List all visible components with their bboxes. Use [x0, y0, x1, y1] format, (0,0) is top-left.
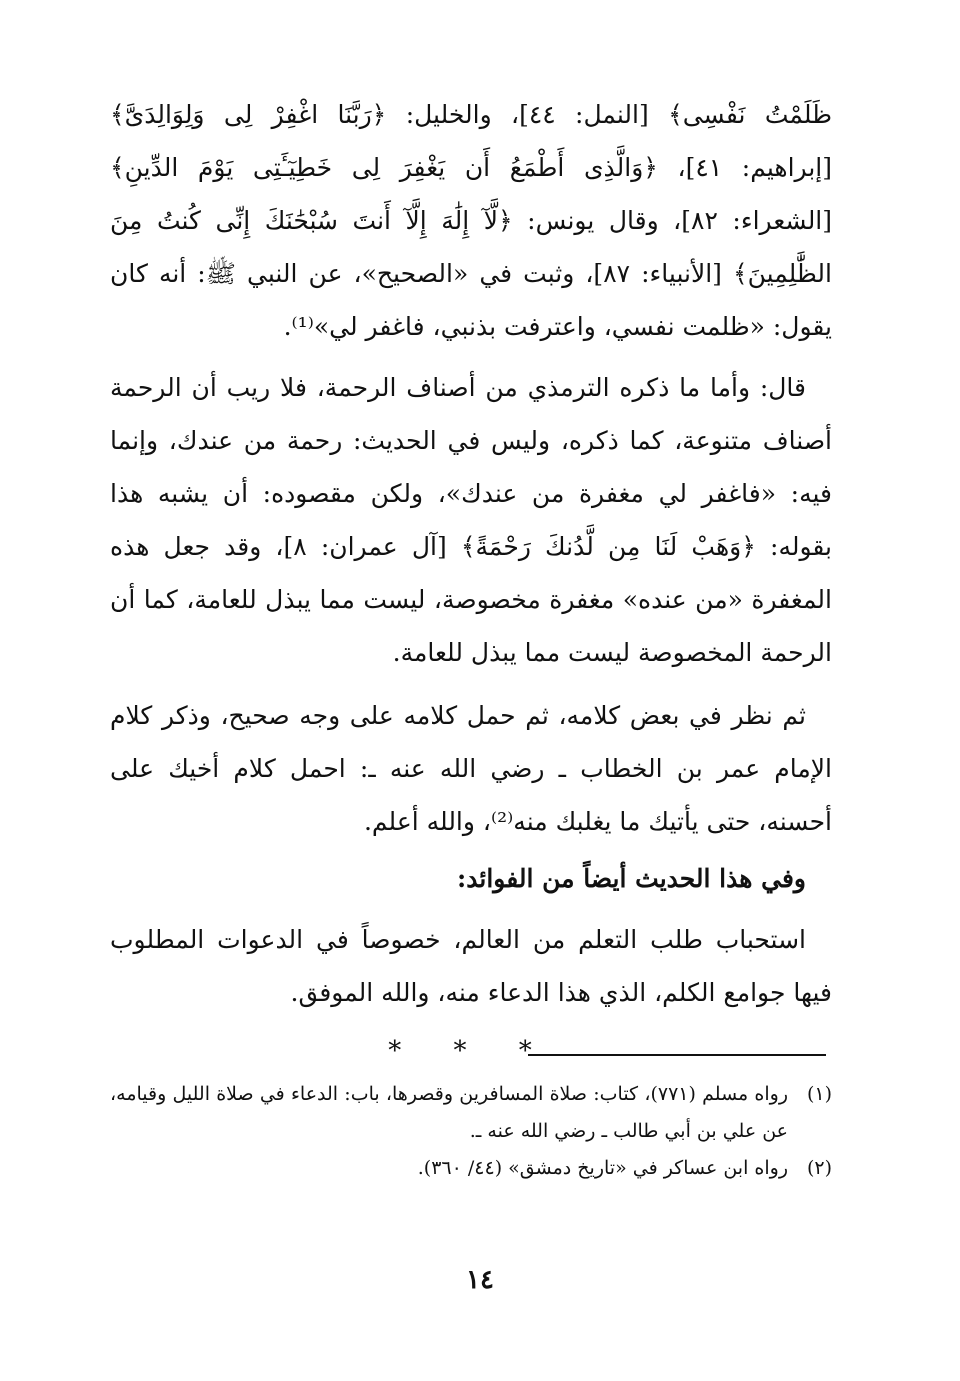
paragraph-interpretation: ثم نظر في بعض كلامه، ثم حمل كلامه على وجه صحيح، وذكر كلام الإمام عمر بن الخطاب ـ رضي الله عنه ـ: احمل كلام أخيك على أحسنه، حتى يأتيك ما يغلبك منه⁽²⁾، والله أعلم.: [110, 701, 832, 836]
footnote-text: رواه مسلم (٧٧١)، كتاب: صلاة المسافرين وقصرها، باب: الدعاء في صلاة الليل وقيامه، عن علي بن أبي طالب ـ رضي الله عنه ـ.: [110, 1083, 788, 1142]
footnote-text: رواه ابن عساكر في «تاريخ دمشق» (٤٤/ ٣٦٠).: [417, 1157, 788, 1179]
footnote-divider: [528, 1054, 826, 1056]
footnote-number: (٢): [806, 1157, 832, 1179]
paragraph-quranic-supplications: ظَلَمْتُ نَفْسِى﴾ [النمل: ٤٤]، والخليل: ﴿رَبَّنَا اغْفِرْ لِى وَلِوَالِدَىَّ﴾ [إبراهيم: ٤١]، ﴿وَالَّذِى أَطْمَعُ أَن يَغْفِرَ لِى خَطِيٓـَٔتِى يَوْمَ الدِّينِ﴾ [الشعراء: ٨٢]، وقال يونس: ﴿لَّآ إِلَٰهَ إِلَّآ أَنتَ سُبْحَٰنَكَ إِنِّى كُنتُ مِنَ الظَّٰلِمِينَ﴾ [الأنبياء: ٨٧]، وثبت في «الصحيح»، عن النبي ﷺ: أنه كان يقول: «ظلمت نفسي، واعترفت بذنبي، فاغفر لي»⁽¹⁾.: [110, 100, 833, 341]
footnote-2: [110, 1150, 832, 1187]
paragraph-benefit: استحباب طلب التعلم من العالم، خصوصاً في الدعوات المطلوب فيها جوامع الكلم، الذي هذا الدعاء منه، والله الموفق.: [110, 925, 832, 1007]
footnote-1: [110, 1076, 832, 1150]
footnote-number: (١): [806, 1083, 832, 1105]
footnotes: [110, 1076, 832, 1187]
section-heading-benefits: وفي هذا الحديث أيضاً من الفوائد:: [457, 864, 806, 893]
page-number: ١٤: [466, 1265, 494, 1295]
page-body: [110, 88, 832, 1071]
paragraph-types-of-mercy: قال: وأما ما ذكره الترمذي من أصناف الرحمة، فلا ريب أن الرحمة أصناف متنوعة، كما ذكره، وليس في الحديث: رحمة من عندك، وإنما فيه: «فاغفر لي مغفرة من عندك»، ولكن مقصوده: أن يشبه هذا بقوله: ﴿وَهَبْ لَنَا مِن لَّدُنكَ رَحْمَةً﴾ [آل عمران: ٨]، وقد جعل هذه المغفرة «من عنده» مغفرة مخصوصة، ليست مما يبذل للعامة، كما أن الرحمة المخصوصة ليست مما يبذل للعامة.: [110, 373, 832, 667]
section-separator: * * *: [388, 1036, 554, 1066]
